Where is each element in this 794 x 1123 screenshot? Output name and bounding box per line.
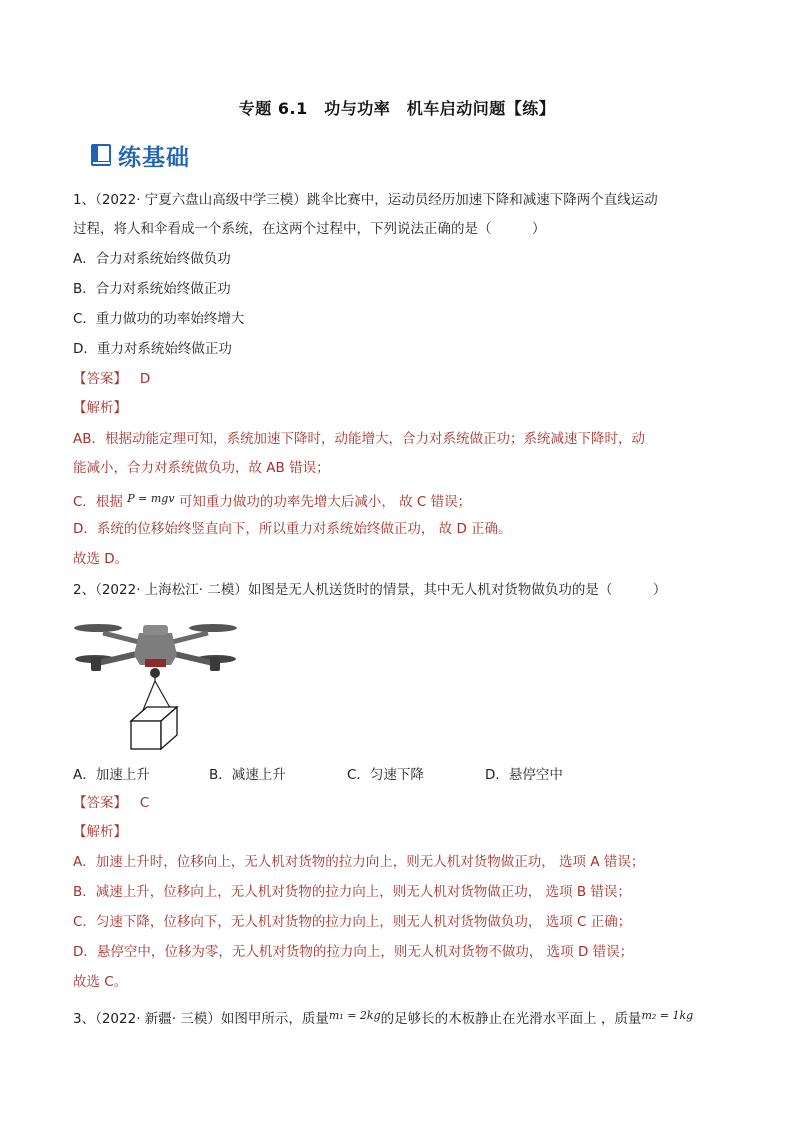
- q2-answer: [73, 793, 149, 813]
- q2-conclusion: 故选 C。: [73, 974, 128, 990]
- q2-analysis-line2: B．减速上升，位移向上，无人机对货物的拉力向上，则无人机对货物做正功， 选项 B 错误；: [73, 884, 631, 900]
- q2-option-d: D．悬停空中: [485, 767, 563, 783]
- q1-option-b: B．合力对系统始终做正功: [73, 281, 231, 297]
- answer-value: D: [139, 371, 151, 387]
- mass-m2: m₂ = 1kg: [641, 1009, 694, 1022]
- q1-analysis-line1: AB．根据动能定理可知，系统加速下降时，动能增大，合力对系统做正功；系统减速下降时，动: [73, 431, 645, 447]
- q1-stem-line2: 过程，将人和伞看成一个系统，在这两个过程中，下列说法正确的是（ ）: [73, 221, 546, 237]
- drone-delivery-image: [73, 611, 238, 751]
- q3-stem-mid: 的足够长的木板静止在光滑水平面上 ，质量: [380, 1011, 642, 1027]
- q2-option-b: B．减速上升: [209, 767, 286, 783]
- section-heading: [90, 138, 190, 172]
- answer-label: 【答案】: [73, 371, 127, 387]
- q1-analysis-line3: [73, 489, 471, 512]
- q1-answer: [73, 369, 150, 389]
- q1-analysis-line2: 能减小，合力对系统做负功，故 AB 错误；: [73, 460, 330, 476]
- q2-options: [73, 763, 563, 783]
- mass-m1: m₁ = 2kg: [328, 1009, 381, 1022]
- q2-option-a: A．加速上升: [73, 767, 150, 783]
- q1-conclusion: 故选 D。: [73, 551, 129, 567]
- q2-analysis-line3: C．匀速下降，位移向下，无人机对货物的拉力向上，则无人机对货物做负功， 选项 C 正确；: [73, 914, 632, 930]
- q1-option-d: D．重力对系统始终做正功: [73, 341, 232, 357]
- q1-analysis3-pre: C．根据: [73, 494, 123, 510]
- q1-option-c: C．重力做功的功率始终增大: [73, 311, 245, 327]
- q1-analysis-line4: D．系统的位移始终竖直向下，所以重力对系统始终做正功， 故 D 正确。: [73, 521, 512, 537]
- q2-analysis-label: 【解析】: [73, 824, 127, 840]
- book-icon: [90, 143, 112, 167]
- answer-value: C: [139, 795, 150, 811]
- page-title: 专题 6.1 功与功率 机车启动问题【练】: [238, 99, 556, 118]
- q2-analysis-line1: A．加速上升时，位移向上，无人机对货物的拉力向上，则无人机对货物做正功， 选项 A 错误；: [73, 854, 645, 870]
- q1-stem-line1: 1、（2022· 宁夏六盘山高级中学三模）跳伞比赛中，运动员经历加速下降和减速下降两个直线运动: [73, 192, 658, 208]
- q1-option-a: A．合力对系统始终做负功: [73, 251, 231, 267]
- q1-analysis3-post: 可知重力做功的功率先增大后减小， 故 C 错误；: [178, 494, 472, 510]
- section-title: 练基础: [118, 144, 190, 171]
- q1-analysis-label: 【解析】: [73, 400, 127, 416]
- power-formula: P = mgv: [127, 492, 175, 505]
- q2-option-c: C．匀速下降: [347, 767, 424, 783]
- q3-stem-pre: 3、（2022· 新疆· 三模）如图甲所示，质量: [73, 1011, 329, 1027]
- q2-stem: 2、（2022· 上海松江· 二模）如图是无人机送货时的情景，其中无人机对货物做负功的是（ ）: [73, 582, 667, 598]
- q3-stem: [73, 1006, 693, 1029]
- q2-analysis-line4: D．悬停空中，位移为零，无人机对货物的拉力向上，则无人机对货物不做功， 选项 D 错误；: [73, 944, 634, 960]
- answer-label: 【答案】: [73, 795, 127, 811]
